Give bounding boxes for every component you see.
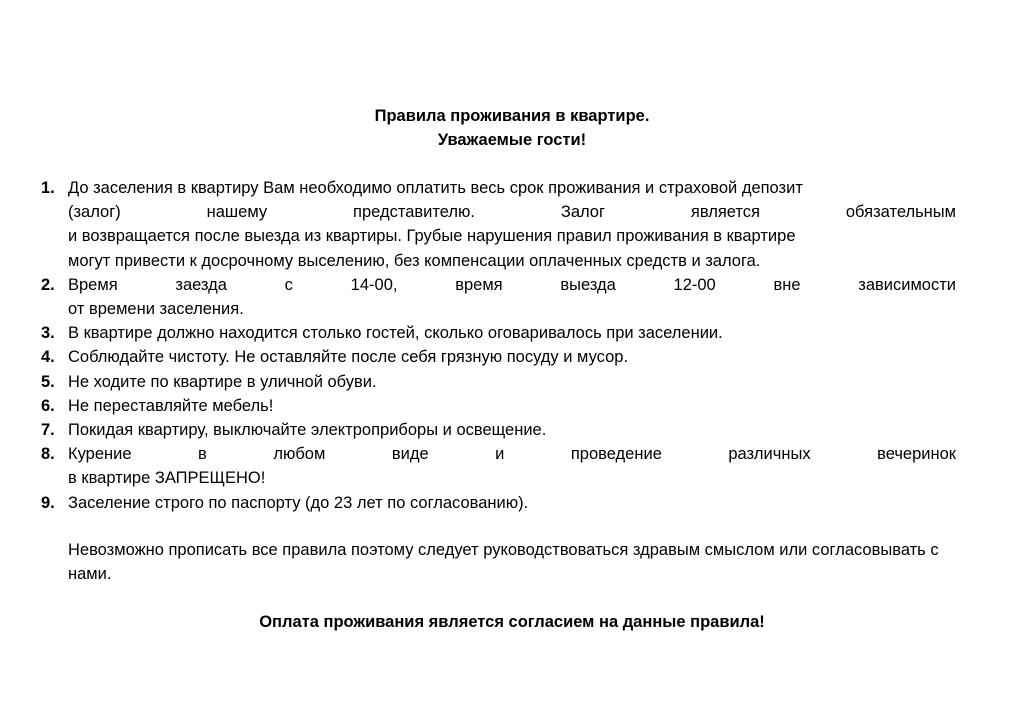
rule-item-8 — [41, 442, 956, 490]
rule-item-2 — [41, 273, 956, 321]
rule-text: В квартире должно находится столько гостей, сколько оговаривалось при заселении. — [68, 324, 723, 343]
rule-item-9 — [41, 491, 956, 515]
rule-number: 1. — [41, 179, 55, 197]
rule-text: Покидая квартиру, выключайте электроприборы и освещение. — [68, 421, 547, 440]
rule-number: 5. — [41, 372, 55, 391]
rule-item-1 — [41, 176, 956, 273]
rule-text: Не переставляйте мебель! — [68, 396, 274, 415]
rule-line: Время заезда с 14-00, время выезда 12-00 вне зависимости — [68, 275, 956, 294]
rule-text — [68, 442, 956, 490]
rule-item-5 — [41, 370, 956, 394]
rule-text: Заселение строго по паспорту (до 23 лет по согласованию). — [68, 493, 529, 512]
rule-line: в квартире ЗАПРЕЩЕНО! — [68, 469, 266, 488]
rule-number: 4. — [41, 348, 55, 367]
rule-item-6 — [41, 394, 956, 418]
rule-line: До заселения в квартиру Вам необходимо оплатить весь срок проживания и страховой депозит — [68, 179, 803, 197]
rule-number: 7. — [41, 421, 55, 440]
general-note: Невозможно прописать все правила поэтому следует руководствоваться здравым смыслом или согласовывать с нами. — [68, 541, 939, 583]
rule-text — [68, 273, 956, 321]
rule-item-7 — [41, 418, 956, 442]
rule-line: от времени заселения. — [68, 300, 244, 319]
rule-text: Не ходите по квартире в уличной обуви. — [68, 372, 377, 391]
rule-line: и возвращается после выезда из квартиры. Грубые нарушения правил проживания в квартире — [68, 227, 796, 246]
rule-item-4 — [41, 345, 956, 369]
rules-list — [41, 176, 956, 515]
rule-item-3 — [41, 321, 956, 345]
rule-text: Соблюдайте чистоту. Не оставляйте после себя грязную посуду и мусор. — [68, 348, 629, 367]
rule-number: 6. — [41, 396, 55, 415]
document-greeting: Уважаемые гости! — [437, 131, 587, 149]
document-title: Правила проживания в квартире. — [374, 107, 650, 125]
rule-number: 9. — [41, 493, 55, 512]
rule-line: Курение в любом виде и проведение различных вечеринок — [68, 445, 956, 464]
rule-number: 3. — [41, 324, 55, 343]
rule-text — [68, 176, 956, 273]
rule-line: (залог) нашему представителю. Залог является обязательным — [68, 203, 956, 222]
rule-line: могут привести к досрочному выселению, без компенсации оплаченных средств и залога. — [68, 251, 761, 270]
rule-number: 8. — [41, 445, 55, 464]
agreement-statement: Оплата проживания является согласием на данные правила! — [259, 613, 765, 631]
rule-number: 2. — [41, 275, 55, 294]
